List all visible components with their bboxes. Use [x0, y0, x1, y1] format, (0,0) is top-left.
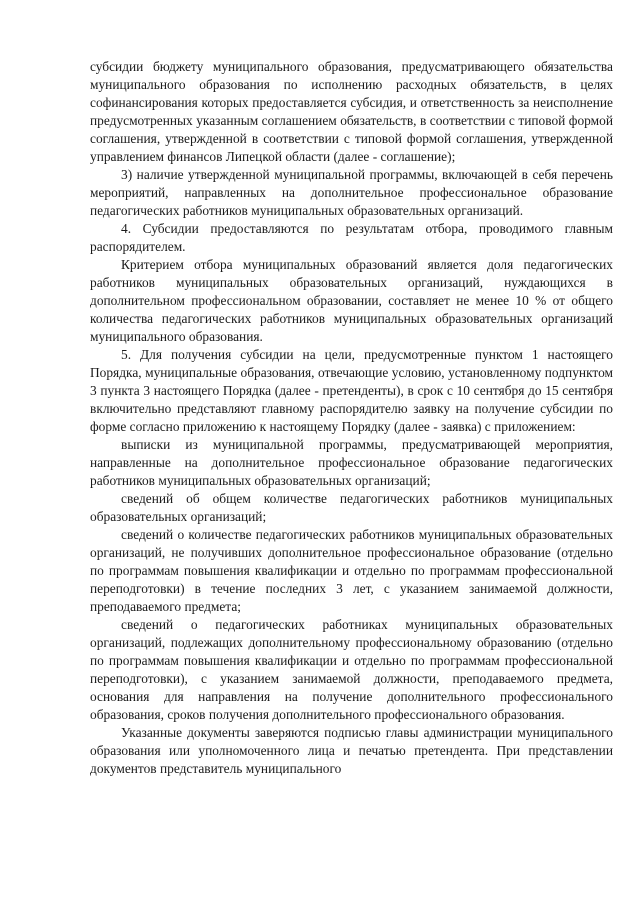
paragraph-clause-4: 4. Субсидии предоставляются по результатам отбора, проводимого главным распорядителем. — [90, 221, 613, 254]
paragraph-attachment-program-extract: выписки из муниципальной программы, предусматривающей мероприятия, направленные на дополнительное профессиональное образование педагогических работников муниципальных образовательных организаций; — [90, 437, 613, 488]
paragraph-clause-5: 5. Для получения субсидии на цели, предусмотренные пунктом 1 настоящего Порядка, муниципальные образования, отвечающие условию, установленному подпунктом 3 пункта 3 настоящего Порядка (далее - претенденты), в срок с 10 сентября до 15 сентября включительно представляют главному распорядителю заявку на получение субсидии по форме согласно приложению к настоящему Порядку (далее - заявка) с приложением: — [90, 347, 613, 434]
paragraph-subsidy-agreement: субсидии бюджету муниципального образования, предусматривающего обязательства муниципального образования по исполнению расходных обязательств, в целях софинансирования которых предоставляется субсидия, и ответственность за неисполнение предусмотренных указанным соглашением обязательств, в соответствии с типовой формой соглашения, утвержденной в соответствии с типовой формой соглашения, утвержденной управлением финансов Липецкой области (далее - соглашение); — [90, 59, 613, 164]
paragraph-attachment-untrained-staff: сведений о количестве педагогических работников муниципальных образовательных организаций, не получивших дополнительное профессиональное образование (отдельно по программам повышения квалификации и отдельно по программам профессиональной переподготовки) в течение последних 3 лет, с указанием занимаемой должности, преподаваемого предмета; — [90, 527, 613, 614]
paragraph-attachment-total-staff: сведений об общем количестве педагогических работников муниципальных образовательных организаций; — [90, 491, 613, 524]
document-page — [90, 58, 613, 778]
paragraph-condition-3: 3) наличие утвержденной муниципальной программы, включающей в себя перечень мероприятий, направленных на дополнительное профессиональное образование педагогических работников муниципальных образовательных организаций. — [90, 167, 613, 218]
paragraph-attachment-staff-to-train: сведений о педагогических работниках муниципальных образовательных организаций, подлежащих дополнительному профессиональному образованию (отдельно по программам повышения квалификации и отдельно по программам профессиональной переподготовки), с указанием занимаемой должности, преподаваемого предмета, основания для направления на получение дополнительного профессионального образования, сроков получения дополнительного профессионального образования. — [90, 617, 613, 722]
paragraph-document-certification: Указанные документы заверяются подписью главы администрации муниципального образования или уполномоченного лица и печатью претендента. При представлении документов представитель муниципального — [90, 725, 613, 776]
paragraph-selection-criterion: Критерием отбора муниципальных образований является доля педагогических работников муниципальных образовательных организаций, нуждающихся в дополнительном профессиональном образовании, составляет не менее 10 % от общего количества педагогических работников муниципальных образовательных организаций муниципального образования. — [90, 257, 613, 344]
